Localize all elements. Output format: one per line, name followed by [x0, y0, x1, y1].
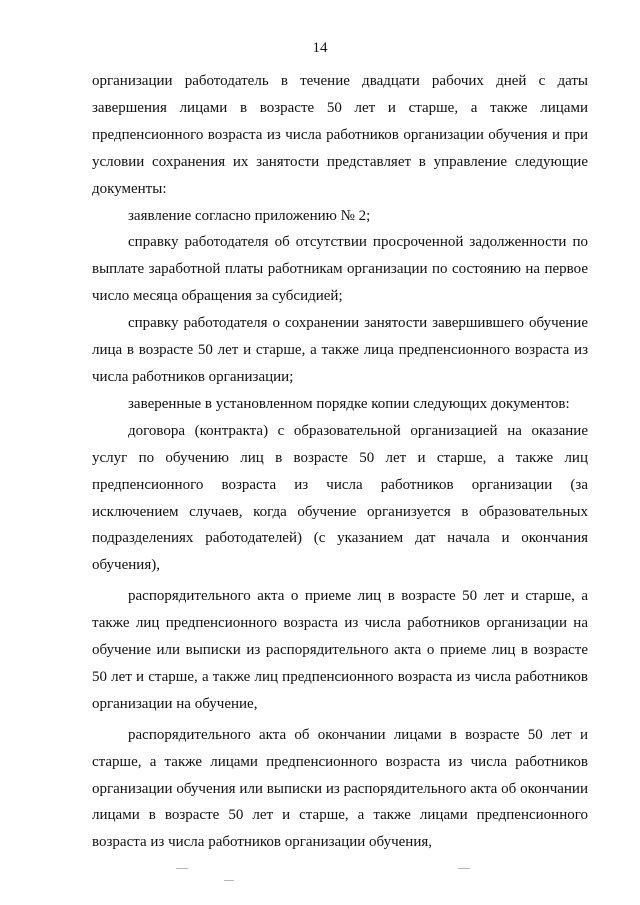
- paragraph-training-contract: договора (контракта) с образовательной организацией на оказание услуг по обучению лиц в возрасте 50 лет и старше, а также лиц предпенсионного возраста из числа работников организации (за исключением случаев, когда обучение организуется в образовательных подразделениях работодателей) (с указанием дат начала и окончания обучения),: [92, 422, 588, 574]
- paragraph-certified-copies: заверенные в установленном порядке копии следующих документов:: [128, 395, 570, 412]
- paragraph-application: заявление согласно приложению № 2;: [128, 207, 371, 224]
- scan-artifact-left: [176, 868, 188, 869]
- paragraph-completion-order: распорядительного акта об окончании лицами в возрасте 50 лет и старше, а также лицами предпенсионного возраста из числа работников организации обучения или выписки из распорядительного акта об окончании лицами в возрасте 50 лет и старше, а также лицами предпенсионного возраста из числа работников организации обучения,: [92, 726, 588, 851]
- paragraph-admission-order: распорядительного акта о приеме лиц в возрасте 50 лет и старше, а также лиц предпенсионного возраста из числа работников организации на обучение или выписки из распорядительного акта о приеме лиц в возрасте 50 лет и старше, а также лиц предпенсионного возраста из числа работников организации на обучение,: [92, 588, 588, 712]
- paragraph-salary-debt-certificate: справку работодателя об отсутствии просроченной задолженности по выплате заработной платы работникам организации по состоянию на первое число месяца обращения за субсидией;: [92, 234, 588, 305]
- page-number: 14: [312, 40, 328, 56]
- scan-artifact-center: [224, 880, 234, 881]
- paragraph-documents-intro: организации работодатель в течение двадцати рабочих дней с даты завершения лицами в возрасте 50 лет и старше, а также лицами предпенсионного возраста из числа работников организации обучения и при условии сохранения их занятости представляет в управление следующие документы:: [92, 73, 588, 197]
- document-body: [92, 68, 588, 856]
- paragraph-employment-certificate: справку работодателя о сохранении занятости завершившего обучение лица в возрасте 50 лет и старше, а также лица предпенсионного возраста из числа работников организации;: [92, 315, 588, 385]
- scan-artifact-right: [458, 868, 470, 869]
